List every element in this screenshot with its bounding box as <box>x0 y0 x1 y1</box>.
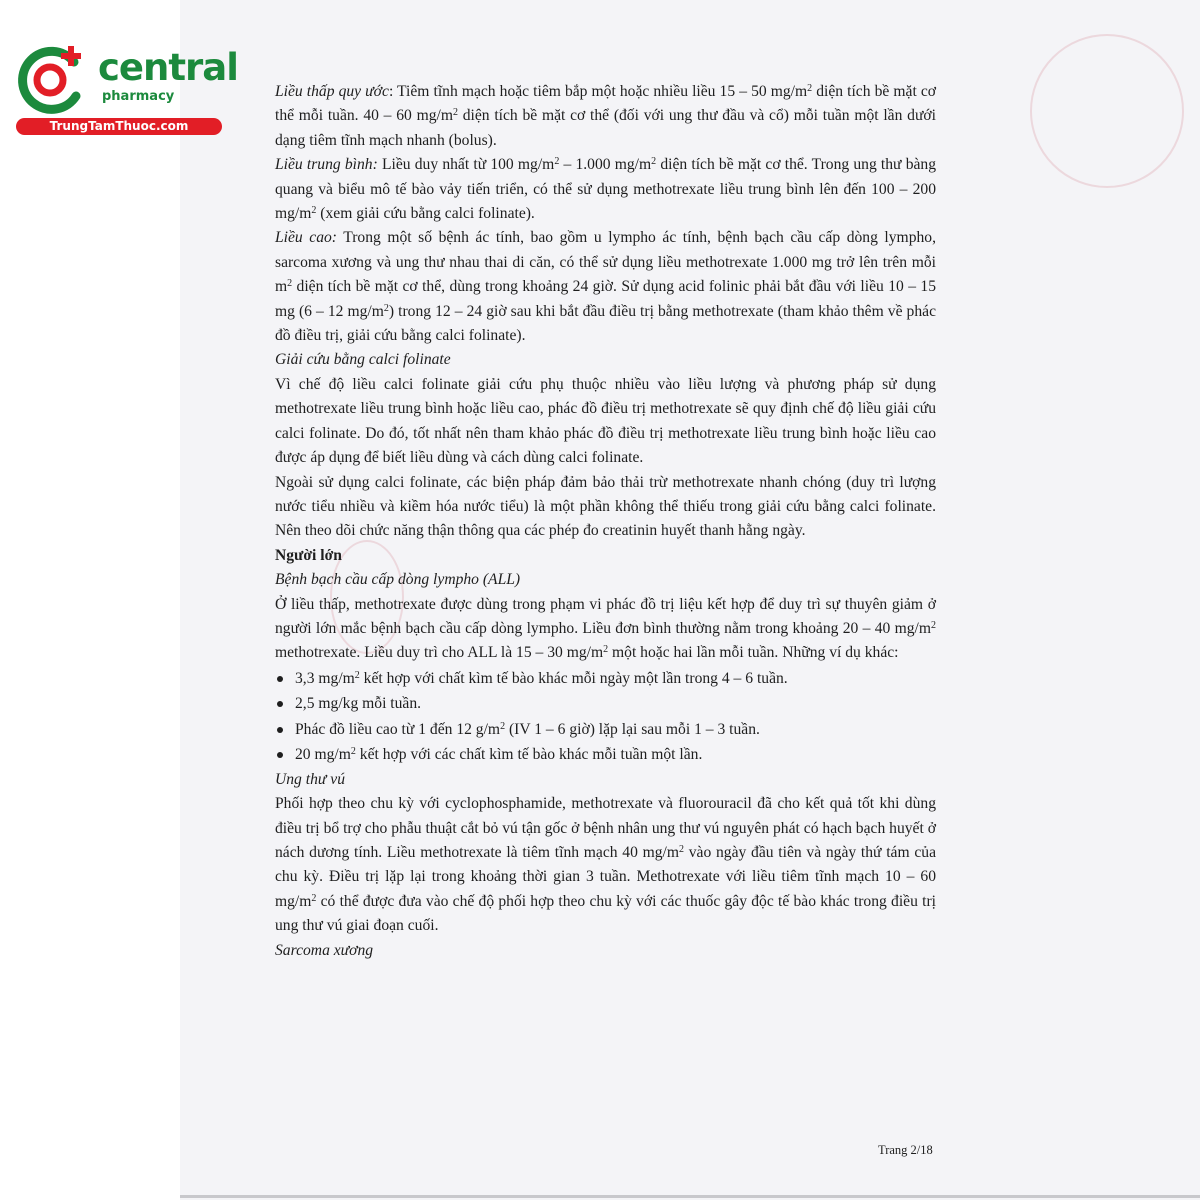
text-run: diện tích bề mặt cơ thể. Trong ung thư bàng quang và biểu mô tế bào vảy tiến triển, có thể sử dụng methotrexate liều trung bình lên đến 100 – 200 mg/m <box>275 156 936 223</box>
superscript: 2 <box>500 720 506 732</box>
superscript: 2 <box>383 302 389 314</box>
text-run: Ở liều thấp, methotrexate được dùng trong phạm vi phác đồ trị liệu kết hợp để duy trì sự thuyên giảm ở người lớn mắc bệnh bạch cầu cấp dòng lympho. Liều đơn bình thường nằm trong khoảng 20 – 40 mg/m <box>275 595 936 637</box>
superscript: 2 <box>350 746 356 758</box>
paragraph-rescue-1: Vì chế độ liều calci folinate giải cứu phụ thuộc nhiều vào liều lượng và phương pháp sử dụng methotrexate liều trung bình hoặc liều cao, phác đồ điều trị methotrexate sẽ quy định chế độ liều giải cứu calci folinate. Do đó, tốt nhất nên tham khảo phác đồ điều trị methotrexate liều trung bình hoặc liều cao được áp dụng để biết liều dùng và cách dùng calci folinate. <box>275 375 936 467</box>
text-run: diện tích bề mặt cơ thể mỗi tuần. 40 – 60 mg/m <box>275 83 937 125</box>
text-run: – 1.000 mg/m <box>559 156 652 174</box>
superscript: 2 <box>651 156 657 168</box>
heading-adults: Người lớn <box>275 546 342 564</box>
text-run: Liều duy nhất từ 100 mg/m <box>377 156 555 174</box>
dosage-examples-list <box>275 666 936 768</box>
text-run: Phối hợp theo chu kỳ với cyclophosphamide, methotrexate và fluorouracil đã cho kết quả tốt khi dùng điều trị bổ trợ cho phẫu thuật cắt bỏ vú tận gốc ở bệnh nhân ung thư vú nguyên phát có hạch bạch huyết ở nách dương tính. Liều methotrexate là tiêm tĩnh mạch 40 mg/m <box>275 795 936 861</box>
superscript: 2 <box>931 619 936 631</box>
list-item <box>275 691 936 717</box>
logo-subtitle: pharmacy <box>102 89 175 104</box>
superscript: 2 <box>452 107 458 119</box>
list-item <box>275 666 936 692</box>
superscript: 2 <box>354 669 360 681</box>
text-run: có thể được đưa vào chế độ phối hợp theo chu kỳ với các thuốc gây độc tế bào khác trong điều trị ung thư vú giai đoạn cuối. <box>275 892 936 935</box>
text-run: kết hợp với chất kìm tế bào khác mỗi ngày một lần trong 4 – 6 tuần. <box>359 669 788 687</box>
text-run: (IV 1 – 6 giờ) lặp lại sau mỗi 1 – 3 tuần. <box>505 720 760 738</box>
text-run: 3,3 mg/m <box>295 669 355 687</box>
superscript: 2 <box>554 156 560 168</box>
paragraph-low-dose <box>275 80 936 153</box>
low-dose-label: Liều thấp quy ước <box>275 83 389 100</box>
superscript: 2 <box>807 83 813 94</box>
text-run: Phác đồ liều cao từ 1 đến 12 g/m <box>295 720 501 738</box>
superscript: 2 <box>287 278 293 290</box>
text-run: (xem giải cứu bằng calci folinate). <box>316 205 535 223</box>
text-run: Trong một số bệnh ác tính, bao gồm u lympho ác tính, bệnh bạch cầu cấp dòng lympho, sarcoma xương và ung thư nhau thai di căn, có thể sử dụng liều methotrexate 1.000 mg trở lên trên mỗi m <box>275 229 936 296</box>
text-run: methotrexate. Liều duy trì cho ALL là 15 – 30 mg/m <box>275 644 604 662</box>
page-number: Trang 2/18 <box>878 1143 933 1157</box>
superscript: 2 <box>311 892 317 904</box>
pharmacy-logo-icon <box>12 40 92 120</box>
text-run: kết hợp với các chất kìm tế bào khác mỗi tuần một lần. <box>355 746 703 764</box>
text-run: một hoặc hai lần mỗi tuần. Những ví dụ khác: <box>608 644 899 662</box>
paragraph-breast-cancer <box>275 792 936 938</box>
medium-dose-label: Liều trung bình: <box>275 156 378 174</box>
heading-rescue: Giải cứu bằng calci folinate <box>275 351 451 369</box>
document-body <box>275 80 936 963</box>
paragraph-rescue-2: Ngoài sử dụng calci folinate, các biện pháp đảm bảo thải trừ methotrexate nhanh chóng (duy trì lượng nước tiểu nhiều và kiềm hóa nước tiểu) là một phần không thể thiếu trong giải cứu bằng calci folinate. Nên theo dõi chức năng thận thông qua các phép đo creatinin huyết thanh hằng ngày. <box>275 473 936 540</box>
heading-all: Bệnh bạch cầu cấp dòng lympho (ALL) <box>275 571 521 589</box>
faint-stamp <box>1030 34 1184 188</box>
heading-breast-cancer: Ung thư vú <box>275 770 346 788</box>
list-item <box>275 717 936 743</box>
logo-name: central <box>98 46 238 89</box>
text-run: diện tích bề mặt cơ thể, dùng trong khoảng 24 giờ. Sử dụng acid folinic phải bắt đầu với liều 10 – 15 mg (6 – 12 mg/m <box>275 278 936 320</box>
text-run: : Tiêm tĩnh mạch hoặc tiêm bắp một hoặc nhiều liều 15 – 50 mg/m <box>388 83 808 100</box>
paragraph-high-dose <box>275 226 936 348</box>
text-run: ) trong 12 – 24 giờ sau khi bắt đầu điều trị bằng methotrexate (tham khảo thêm về phác đồ điều trị, giải cứu bằng calci folinate). <box>275 302 936 345</box>
central-pharmacy-logo[interactable] <box>12 40 238 140</box>
text-run: diện tích bề mặt cơ thể (đối với ung thư đầu và cổ) mỗi tuần một lần dưới dạng tiêm tĩnh mạch nhanh (bolus). <box>275 107 936 149</box>
superscript: 2 <box>311 205 317 217</box>
superscript: 2 <box>679 843 684 855</box>
paragraph-all <box>275 593 936 666</box>
high-dose-label: Liều cao: <box>275 229 337 247</box>
logo-domain-badge: TrungTamThuoc.com <box>16 118 222 135</box>
list-item <box>275 742 936 768</box>
text-run: 20 mg/m <box>295 746 351 764</box>
page-bottom-edge <box>180 1195 1200 1198</box>
text-run: vào ngày đầu tiên và ngày thứ tám của chu kỳ. Điều trị lặp lại trong khoảng thời gian 3 tuần. Methotrexate với liều tiêm tĩnh mạch 10 – 60 mg/m <box>275 843 936 910</box>
paragraph-medium-dose <box>275 153 936 226</box>
text-run: 2,5 mg/kg mỗi tuần. <box>295 695 422 713</box>
heading-osteosarcoma: Sarcoma xương <box>275 941 374 959</box>
superscript: 2 <box>603 644 609 656</box>
